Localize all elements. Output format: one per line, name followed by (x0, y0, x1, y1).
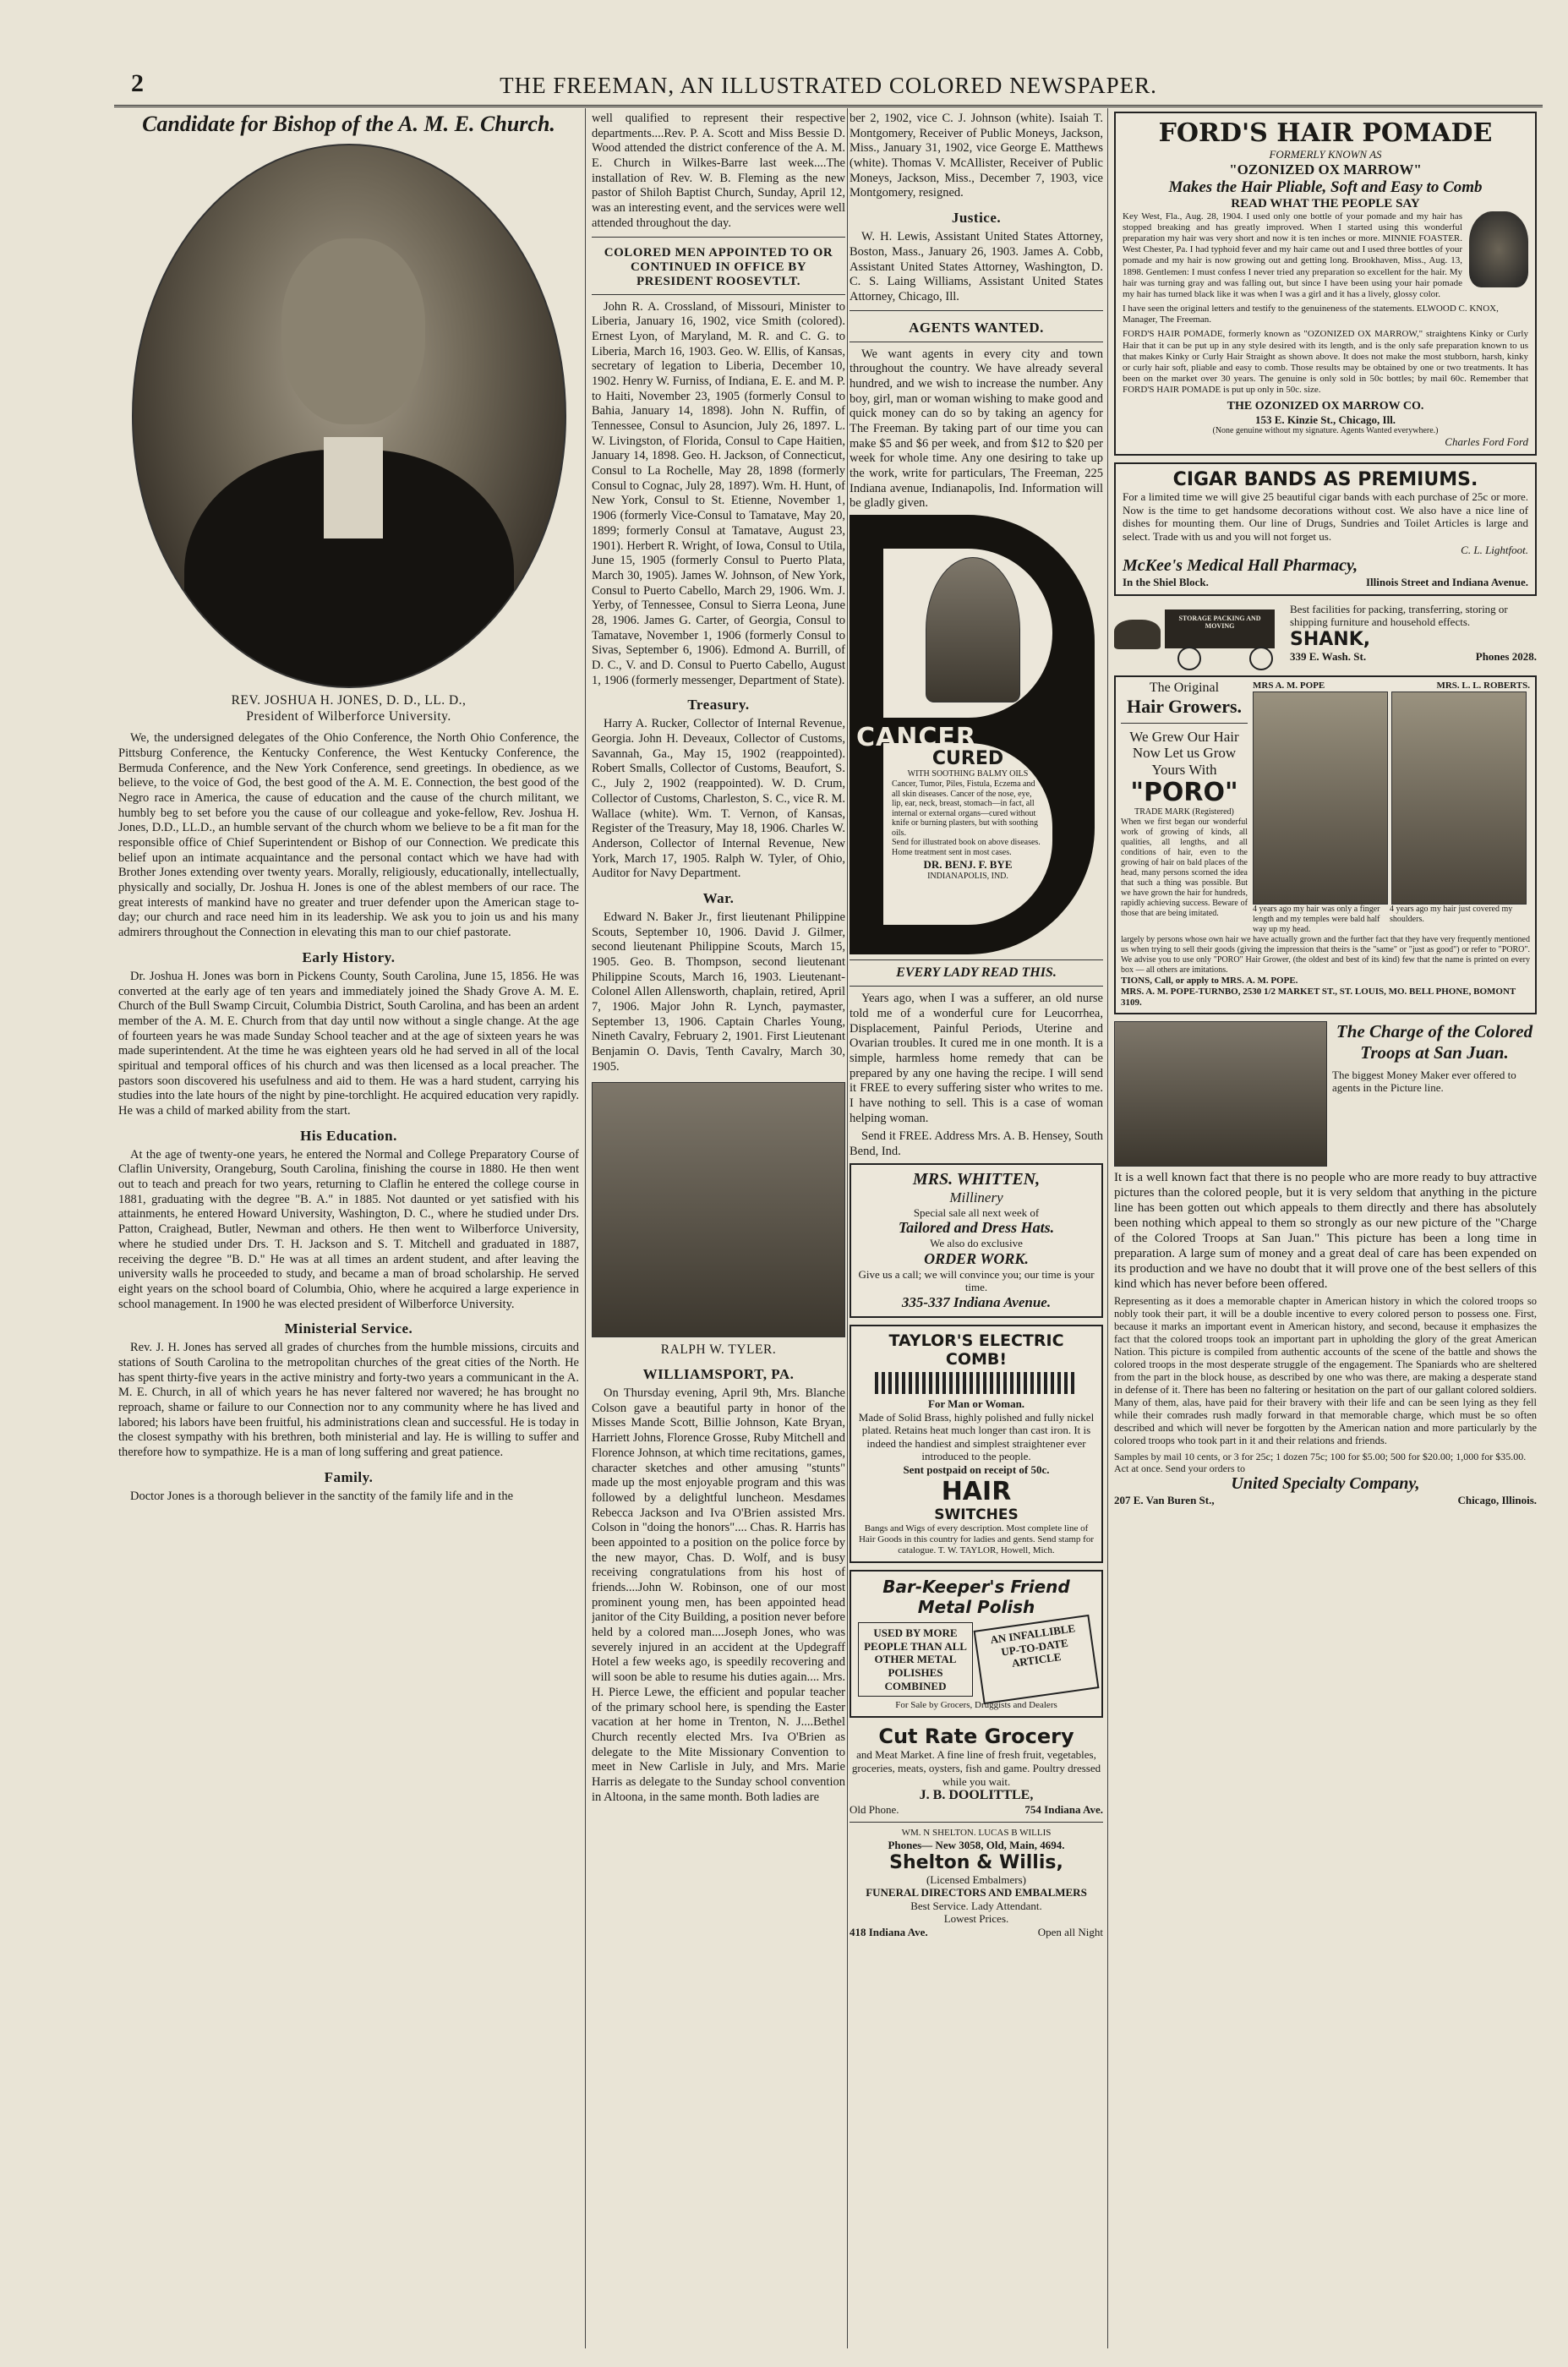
section-heading: War. (702, 889, 735, 906)
column-4 (1114, 112, 1537, 2343)
divider (592, 237, 845, 238)
article-heading: Candidate for Bishop of the A. M. E. Church. (142, 112, 555, 136)
section-heading: COLORED MEN APPOINTED TO OR CONTINUED IN OFFICE BY PRESIDENT ROOSEVTLT. (604, 245, 833, 288)
divider (850, 310, 1103, 311)
column-2 (592, 112, 845, 2343)
article-paragraph: Rev. J. H. Jones has served all grades of churches from the humble missions, circuits and stations of South Carolina to the metropolitan churches of the great cities of the North. He has spent thirty-five years in the active ministry and forty-two years a communicant in the A. M. E. Church, in all of which years he has never faltered nor wavered; he has brought no reproach, shame or failure to our Connection nor to any community where he has lived and labored; his labors have been fruitful, his administrations clean and successful. He is today in the closest sympathy with his brethren, both ministerial and lay. He is willing to suffer and therefore how to sympathize. He is a man of long suffering and great patience. (118, 1341, 579, 1460)
portrait-face (281, 238, 425, 424)
poro-ad: The Original Hair Growers. We Grew Our Hair Now Let us Grow Yours With "PORO" TRADE MARK (Registered) When we first began our wonderful work of growing of kinds, all qualities, all lengths, and all conditions of hair, even to the growing of hair on bald places of the head, many persons scorned the idea that such a thing was possible. But we have grown the hair for hundreds, rapidly achieving success. Beware of those that are being imitated. MRS A. M. POPE MRS. L. L. ROBERTS. 4 years ago my hair was only a finger length and my temples were bald half way up my head. 4 years ago my hair just covered my shoulders. largely by persons whose own hair we have actually grown and the further fact that they have very frequently mentioned us when trying to sell their goods (giving the impression that theirs is the "same" or "just as good") or refer to "PORO". We advise you to use only "PORO" Hair Grower, (the oldest and best of its kind) few that the name is printed on every box — all others are imitations. TIONS, Call, or apply to MRS. A. M. POPE. MRS. A. M. POPE-TURNBO, 2530 1/2 MARKET ST., ST. LOUIS, MO. BELL PHONE, BOMONT 3109. (1114, 675, 1537, 1014)
newspaper-title: THE FREEMAN, AN ILLUSTRATED COLORED NEWSPAPER. (500, 73, 1157, 98)
article-paragraph: W. H. Lewis, Assistant United States Attorney, Boston, Mass., January 26, 1903. James A. Cobb, Assistant United States Attorney, Washington, D. C. S. Laing Williams, Assistant United States Attorney, Chicago, Ill. (850, 230, 1103, 303)
signature: Charles Ford Ford (1445, 435, 1528, 449)
caption-title: President of Wilberforce University. (246, 708, 451, 724)
article-paragraph: Dr. Joshua H. Jones was born in Pickens County, South Carolina, June 15, 1856. He was converted at the early age of ten years and immediately joined the Shady Grove A. M. E. Church of the Bull Swamp Circuit, Columbia District, South Carolina, and has been an ardent member of the A. M. E. Church from that day until now without a single change. At the age of fourteen years he was made Sunday School teacher and at the age of sixteen years he was made superintendent. At the time he was eighteen years old he had served in all of the local spiritual and temporal offices of his church and was then licensed as a local preacher. The pastors soon discovered his usefulness and aid to them. He was a hard student, carrying his studies into the late hours of the night by pine-torchlight. He acquired education very rapidly. He was a child of marked ability from the start. (118, 969, 579, 1118)
cancer-ad: CURED WITH SOOTHING BALMY OILS Cancer, Tumor, Piles, Fistula, Eczema and all skin diseases. Cancer of the nose, eye, lip, ear, neck, breast, stomach—in fact, all internal or external organs—cured without knife or burning plasters, but with soothing oils. Send for illustrated book on above diseases. Home treatment sent in most cases. DR. BENJ. F. BYE INDIANAPOLIS, IND. CANCER (850, 515, 1103, 954)
article-paragraph: At the age of twenty-one years, he entered the Normal and College Preparatory Course of Claflin University, Orangeburg, South Carolina, finishing the course in 1880. He then went out to teach and preach for two years, returning to Claflin he entered the college course in 1881, graduating with the degree "B. A." in 1885. Not daunted or yet satisfied with his attainments, he entered Howard University, Washington, D. C., where he studied under Drs. Patton, Craighead, Butler, Newman and others. He then went to Wilberforce University, where he studied under Drs. T. H. Jackson and S. T. Mitchell and graduated in 1887, receiving the degree "B. D." He was at all times an ardent student, and after leaving the university walls he proceeded to study, and became a man of broad scholarship. He served eight years on the school board of Columbia, Ohio, where he acquired a large experience in school management. In 1900 he was elected president of Wilberforce University. (118, 1147, 579, 1311)
article-paragraph: We, the undersigned delegates of the Ohio Conference, the North Ohio Conference, the Pittsburg Conference, the Kentucky Conference, the West Kentucky Conference, the Bermuda Conference, and the New York Conference, send greetings. In obedience, as we believe, to the voice of God, the best good of the A. M. E. Connection, the best good of the Negro race in America, the cause of education and the cause of the church militant, we humbly beg to set before you the cause of our colleague and yoke-fellow, Rev. Joshua H. Jones, D.D., LL.D., an humble servant of the church whom we believe to be a fit man for the responsible office of Chief Superintendent or Bishop of our Connection. We predicate this belief upon an intimate acquaintance and the personal contact which we have had with Brother Jones extending over twenty years. Morally, religiously, educationally, intellectually, physically and socially, Dr. Joshua H. Jones is one of the ablest members of our race. The great interests of mankind have no greater and truer defender upon the American stage to-day; our church and race need him in its leadership. We ask you to join us and his many admirers throughout the Connection in elevating this man to our chief pastorate. (118, 731, 579, 940)
ford-pomade-ad: FORD'S HAIR POMADE FORMERLY KNOWN AS "OZONIZED OX MARROW" Makes the Hair Pliable, Soft and Easy to Comb READ WHAT THE PEOPLE SAY Key West, Fla., Aug. 28, 1904. I used only one bottle of your pomade and my hair has stopped breaking and has greatly improved. When I started using this wonderful preparation my hair was very short and now it is ten inches or more. MINNIE FOASTER. West Chester, Pa. I had typhoid fever and my hair came out and I used three bottles of your pomade and my hair is now growing out and getting long. Brookhaven, Miss., Aug. 13, 1898. Gentlemen: I must confess I never tried any preparation so excellent for the hair. My hair was turning gray and was falling out, but since I have been using your hair pomade my hair has turned black like it was when I was a girl and it has a lively, glossy color. I have seen the original letters and testify to the genuineness of the statements. ELWOOD C. KNOX, Manager, The Freeman. FORD'S HAIR POMADE, formerly known as "OZONIZED OX MARROW," straightens Kinky or Curly Hair that it can be put up in any style desired with its length, and is the only safe preparation known to us that makes Kinky or Curly Hair Straight as shown above. It does not make the most stubborn, harsh, kinky or curly hair soft, pliable and easy to comb. Those results may be obtained by one or two treatments. It has been on the market over 30 years. The genuine is only sold in 50c bottles; by mail 60c. Remember that FORD'S HAIR POMADE is put up only in 50c. size. THE OZONIZED OX MARROW CO. 153 E. Kinzie St., Chicago, Ill. (None genuine without my signature. Agents Wanted everywhere.) Charles Ford Ford (1114, 112, 1537, 456)
article-paragraph: Harry A. Rucker, Collector of Internal Revenue, Georgia. John H. Deveaux, Collector of Customs, Savannah, Ga., May 15, 1902 (reappointed). Robert Smalls, Collector of Customs, Beaufort, S. C., July 2, 1902 (reappointed). W. D. Crum, Collector of Customs, Charleston, S. C., vice R. M. Wallace (white). Wm. T. Vernon, of Kansas, Register of the Treasury, May 18, 1906. Charles W. Anderson, Collector of Internal Revenue, New York, March 17, 1905. Ralph W. Tyler, of Ohio, Auditor for Navy Department. (592, 717, 845, 881)
photo-caption: RALPH W. TYLER. (660, 1342, 777, 1357)
san-juan-ad: The Charge of the Colored Troops at San Juan. The biggest Money Maker ever offered to agents in the Picture line. It is a well known fact that there is no people who are more ready to buy attractive pictures than the colored people, but it is very seldom that anything in the picture line has been gotten out which appeals to them directly and there has absolutely been nothing which appeal to them so strongly as our new picture of the "Charge of the Colored Troops at San Juan." This picture has been a long time in preparation. A large sum of money and a great deal of care has been expended on its production and we have no doubt that it will prove one of the best sellers of this kind which has never before been offered. Representing as it does a memorable chapter in American history in which the colored troops so nobly took their part, it will be a double incentive to every colored person to possess one. First, because it marks an important event in American history, and second, because it emphasizes the fact that the colored troops took an important part in upholding the glory of the great American Nation. This picture is compiled from authentic accounts of the scene of the battle and shows the colored troops in the most desperate struggle of the engagement. The Spaniards who are sheltered from the part in the block house, as described by one who was there, are making a desperate stand in defense of it. There has been no faltering or hesitation on the part of our gallant colored soldiers. Many of them, alas, have paid for their bravery with their life and can be seen lying as they fell while their comrades rush madly forward in that memorable charge, which must be so often described and which will never be forgotten by the American nation and more particularly by the colored troops who took part in it and their relations and friends. Samples by mail 10 cents, or 3 for 25c; 1 dozen 75c; 100 for $5.00; 500 for $20.00; 1,000 for $35.00. Act at once. Send your orders to United Specialty Company, 207 E. Van Buren St., Chicago, Illinois. (1114, 1020, 1537, 1507)
comb-icon (875, 1372, 1078, 1394)
section-heading: Family. (324, 1468, 374, 1485)
divider (592, 294, 845, 295)
article-paragraph: Edward N. Baker Jr., first lieutenant Philippine Scouts, September 10, 1906. David J. Gilmer, second lieutenant Philippine Scouts, March 15, 1905. Geo. B. Thompson, second lieutenant Philippine Scouts, March 16, 1903. Lieutenant-Colonel Allen Allensworth, chaplain, retired, April 7, 1906. Major John R. Lynch, paymaster, September 13, 1906. Captain Charles Young, Nineth Cavalry, February 2, 1901. First Lieutenant Benjamin O. Davis, Tenth Cavalry, March 30, 1905. (592, 910, 845, 1074)
ad-address: Send it FREE. Address Mrs. A. B. Hensey, South Bend, Ind. (850, 1129, 1103, 1158)
column-rule (585, 108, 586, 2348)
article-paragraph: well qualified to represent their respective departments....Rev. P. A. Scott and Miss Bessie D. Wood attended the district conference of the A. M. E. Church in Wilkes-Barre last week....The installation of Rev. W. B. Fleming as the new pastor of Shiloh Baptist Church, Sunday, April 12, was an interesting event, and the services were well attended throughout the day. (592, 112, 845, 230)
section-heading: WILLIAMSPORT, PA. (642, 1366, 795, 1383)
battle-picture (1114, 1021, 1327, 1167)
cancer-word: CURED (932, 748, 1004, 770)
page-number: 2 (131, 69, 144, 97)
section-heading: AGENTS WANTED. (909, 319, 1044, 336)
cancer-heading: CANCER (856, 723, 976, 753)
column-rule (1107, 108, 1108, 2348)
article-paragraph: John R. A. Crossland, of Missouri, Minister to Liberia, January 16, 1902, vice Smith (colored). Ernest Lyon, of Maryland, M. R. and C. G. to Liberia, March 16, 1903. Geo. W. Ellis, of Kansas, secretary of legation to Liberia, December 10, 1902. Henry W. Furniss, of Indiana, E. E. and M. P. to Haiti, November 23, 1905 (formerly Consul to Bahia, January 14, 1898). John N. Ruffin, of Tennessee, Consul to Asuncion, July 26, 1897. L. W. Livingston, of Florida, Consul to Cape Haitien, January 14, 1898. Geo. H. Jackson, of Connecticut, Consul to La Rochelle, May 28, 1898 (formerly Consul to Cognac, July 28, 1897). Wm. H. Hunt, of New York, Consul to St. Etienne, November 1, 1906 (formerly Vice-Consul to Tamatave, May 20, 1899; formerly Consul at Tamatave, August 23, 1901). Herbert R. Wright, of Iowa, Consul to Utila, June 15, 1905 (formerly Consul to Puerto Plata, March 30, 1905). James W. Johnson, of New York, Consul to Puerto Cabello, March 29, 1906. Wm. J. Yerby, of Tennessee, Consul to Sierra Leona, June 28, 1906. James G. Carter, of Georgia, Consul to Tamatave, November 1, 1906 (formerly Consul to Sivas, September 6, 1906). Edmond A. Burrill, of D. C., V. and D. Consul to Puerto Cabello, August 1, 1906 (formerly messenger, Department of State). (592, 299, 845, 687)
section-heading: Ministerial Service. (284, 1320, 413, 1337)
tyler-photo (592, 1082, 845, 1337)
taylor-comb-ad: TAYLOR'S ELECTRIC COMB! For Man or Woman. Made of Solid Brass, highly polished and fully nickel plated. Retains heat much longer than cast iron. It is indeed the handiest and simplest straightener ever introduced to the people. Sent postpaid on receipt of 50c. HAIR SWITCHES Bangs and Wigs of every description. Most complete line of Hair Goods in this country for ladies and gents. Send stamp for catalogue. T. W. TAYLOR, Howell, Mich. (850, 1325, 1103, 1563)
section-heading: Justice. (951, 210, 1002, 227)
article-paragraph: On Thursday evening, April 9th, Mrs. Blanche Colson gave a beautiful party in honor of the Misses Mande Scott, Billie Johnson, Kate Bryan, Harriett Johns, Florence Grosse, Ruby Mitchell and Florence Johnson, at which time recitations, games, character sketches and other amusing "stunts" made up the most enjoyable program and this was followed by a delightful luncheon. Mesdames Rebecca Jackson and Iva O'Brien assisted Mrs. Colson in "doing the honors".... Chas. R. Harris has been appointed to a position on the police force by the new mayor, Chas. D. Wolf, and is busy receiving congratulations from his host of friends....John W. Robinson, one of our most prominent young men, has been appointed head janitor of the City Building, a position never before held by a colored man....Joseph Jones, who was severely injured in an accident at the Updegraff Hotel a few weeks ago, is speedily recovering and will soon be able to resume his duties again.... Mrs. H. Pierce Lewe, the efficient and popular teacher of the primary school here, is spending the Easter vacation at her home in Trenton, N. J....Bethel Church recently elected Mrs. Iva O'Brien as delegate to the Mite Missionary Convention to meet in New Carlisle in July, and Mrs. Marie Harris as delegate to the Sunday school convention in Altoona, in the same month. Both ladies are (592, 1386, 845, 1804)
portrait-caption (118, 693, 579, 724)
column-3 (850, 112, 1103, 2343)
shank-ad: STORAGE PACKING AND MOVING Best facilities for packing, transferring, storing or shipping furniture and household effects. SHANK, 339 E. Wash. St. Phones 2028. (1114, 603, 1537, 670)
barkeeper-ad: Bar-Keeper's Friend Metal Polish USED BY MORE PEOPLE THAN ALL OTHER METAL POLISHES COMBINED AN INFALLIBLE UP-TO-DATE ARTICLE For Sale by Grocers, Druggists and Dealers (850, 1570, 1103, 1718)
portrait-collar (324, 437, 383, 538)
whitten-ad: MRS. WHITTEN, Millinery Special sale all next week of Tailored and Dress Hats. We also do exclusive ORDER WORK. Give us a call; we will convince you; our time is your time. 335-337 Indiana Avenue. (850, 1163, 1103, 1318)
column-1 (118, 112, 579, 2343)
article-paragraph: We want agents in every city and town throughout the country. We have already several hundred, and we wish to increase the number. Any boy, girl, man or woman wishing to make good and quick money can do so by taking an agency for The Freeman. By taking part of our time you can make $5 and $6 per week, and from $12 to $20 per week for whole time. Any one desiring to take up the work, write for particulars, The Freeman, 225 Indiana avenue, Indianapolis, Ind. Information will be gladly given. (850, 347, 1103, 511)
wagon-icon: STORAGE PACKING AND MOVING (1114, 603, 1283, 670)
cigar-bands-ad: CIGAR BANDS AS PREMIUMS. For a limited time we will give 25 beautiful cigar bands with each purchase of 25c or more. Now is the time to get handsome decorations without cost. We also have a nice line of dishes for mounting them. Our line of Drugs, Sundries and Toilet Articles is large and select. Trade with us and you will not forget us. C. L. Lightfoot. McKee's Medical Hall Pharmacy, In the Shiel Block. Illinois Street and Indiana Avenue. (1114, 462, 1537, 596)
article-paragraph: Doctor Jones is a thorough believer in the sanctity of the family life and in the (130, 1489, 514, 1503)
woman-portrait (1469, 211, 1528, 287)
ad-heading: EVERY LADY READ THIS. (896, 965, 1057, 981)
ad-text: Years ago, when I was a sufferer, an old nurse told me of a wonderful cure for Leucorrhea, Displacement, Painful Periods, Uterine and Ovarian troubles. It cured me in one month. It is a simple, harmless home remedy that can be prepared by any one having the recipe. I will send it FREE to every suffering sister who writes to me. I have nothing to sell. This is a case of woman helping woman. (850, 992, 1103, 1125)
article-paragraph: ber 2, 1902, vice C. J. Johnson (white). Isaiah T. Montgomery, Receiver of Public Moneys, Jackson, Miss., January 31, 1902, vice George E. Matthews (white). Thomas V. McAllister, Receiver of Public Moneys, Jackson, Miss., December 7, 1903, vice Montgomery, resigned. (850, 112, 1103, 200)
roberts-photo (1391, 692, 1527, 905)
portrait-photo (132, 144, 566, 688)
masthead (114, 68, 1543, 107)
doctor-photo (926, 557, 1020, 702)
section-heading: Treasury. (687, 697, 750, 713)
shelton-willis-ad: WM. N SHELTON. LUCAS B WILLIS Phones— New 3058, Old, Main, 4694. Shelton & Willis, (Licensed Embalmers) FUNERAL DIRECTORS AND EMBALMERS Best Service. Lady Attendant. Lowest Prices. 418 Indiana Ave. Open all Night (850, 1827, 1103, 1938)
section-heading: His Education. (300, 1127, 397, 1144)
grocery-ad: Cut Rate Grocery and Meat Market. A fine line of fresh fruit, vegetables, groceries, meats, oysters, fish and game. Poultry dressed while you wait. J. B. DOOLITTLE, Old Phone. 754 Indiana Ave. (850, 1725, 1103, 1817)
pope-photo (1253, 692, 1388, 905)
caption-name: REV. JOSHUA H. JONES, D. D., LL. D., (231, 693, 467, 708)
section-heading: Early History. (302, 948, 396, 965)
column-rule (847, 108, 848, 2348)
